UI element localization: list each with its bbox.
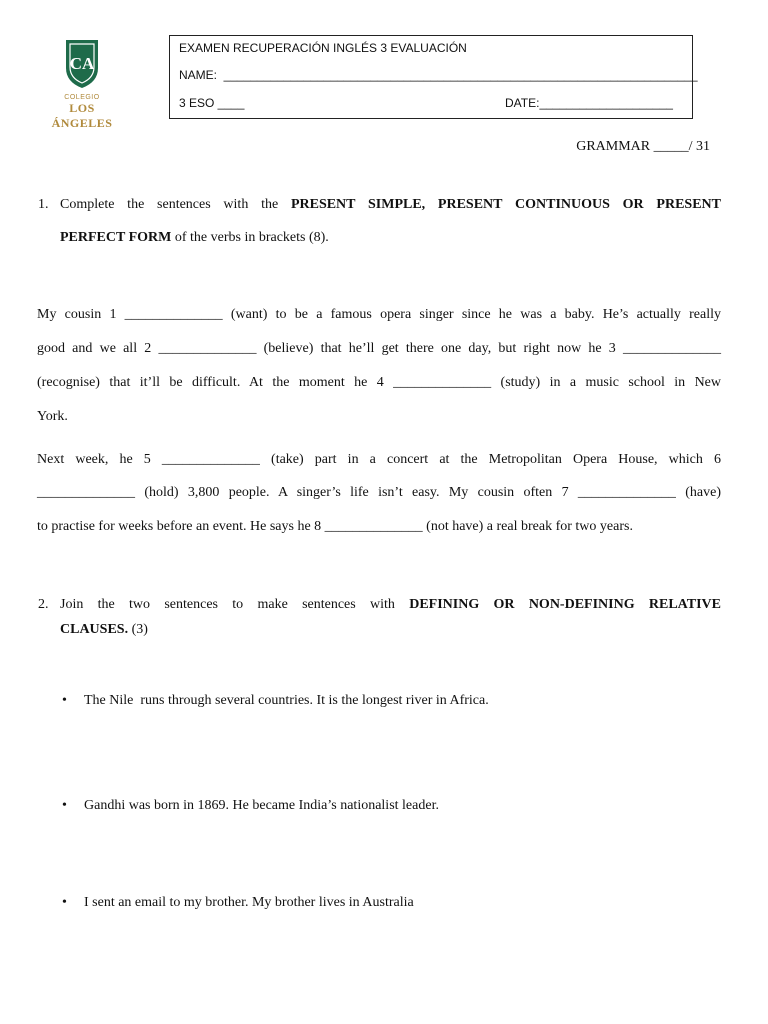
svg-text:CA: CA bbox=[69, 54, 95, 73]
list-item: Gandhi was born in 1869. He became India’s nationalist leader. bbox=[84, 798, 439, 813]
question-1-instruction-line-1: Complete the sentences with the PRESENT SIMPLE, PRESENT CONTINUOUS OR PRESENT bbox=[60, 197, 721, 212]
logo-subtitle: COLEGIO bbox=[64, 94, 100, 101]
list-item: The Nile runs through several countries. It is the longest river in Africa. bbox=[84, 693, 489, 708]
bullet-icon: • bbox=[62, 895, 67, 910]
paragraph-2-line: to practise for weeks before an event. He says he 8 ______________ (not have) a real break for two years. bbox=[37, 519, 633, 534]
class-field-label: 3 ESO ____ bbox=[179, 96, 245, 110]
question-2-number: 2. bbox=[38, 597, 49, 612]
question-1-instruction-line-2: PERFECT FORM of the verbs in brackets (8). bbox=[60, 230, 329, 245]
question-1-number: 1. bbox=[38, 197, 49, 212]
exam-title: EXAMEN RECUPERACIÓN INGLÉS 3 EVALUACIÓN bbox=[179, 41, 467, 55]
school-logo bbox=[40, 38, 124, 130]
bullet-icon: • bbox=[62, 798, 67, 813]
logo-name: LOS ÁNGELES bbox=[51, 101, 113, 130]
grammar-score: GRAMMAR _____/ 31 bbox=[576, 139, 710, 154]
list-item: I sent an email to my brother. My brother lives in Australia bbox=[84, 895, 414, 910]
question-2-instruction-line-1: Join the two sentences to make sentences with DEFINING OR NON-DEFINING RELATIVE bbox=[60, 597, 721, 612]
name-field-label: NAME: _______________________________________________________________________ bbox=[179, 68, 698, 82]
shield-icon bbox=[62, 38, 102, 90]
bullet-icon: • bbox=[62, 693, 67, 708]
question-2-instruction-line-2: CLAUSES. (3) bbox=[60, 622, 148, 637]
exam-header-box bbox=[169, 35, 698, 119]
paragraph-1-line: York. bbox=[37, 409, 68, 424]
paragraph-1-line: (recognise) that it’ll be difficult. At the moment he 4 ______________ (study) in a music school in New bbox=[37, 375, 721, 390]
date-field-label: DATE:____________________ bbox=[505, 96, 673, 110]
paragraph-2-line: ______________ (hold) 3,800 people. A singer’s life isn’t easy. My cousin often 7 ______________ (have) bbox=[37, 485, 721, 500]
paragraph-1-line: good and we all 2 ______________ (believe) that he’ll get there one day, but right now he 3 ______________ bbox=[37, 341, 721, 356]
paragraph-2-line: Next week, he 5 ______________ (take) part in a concert at the Metropolitan Opera House, which 6 bbox=[37, 452, 721, 467]
paragraph-1-line: My cousin 1 ______________ (want) to be a famous opera singer since he was a baby. He’s actually really bbox=[37, 307, 721, 322]
